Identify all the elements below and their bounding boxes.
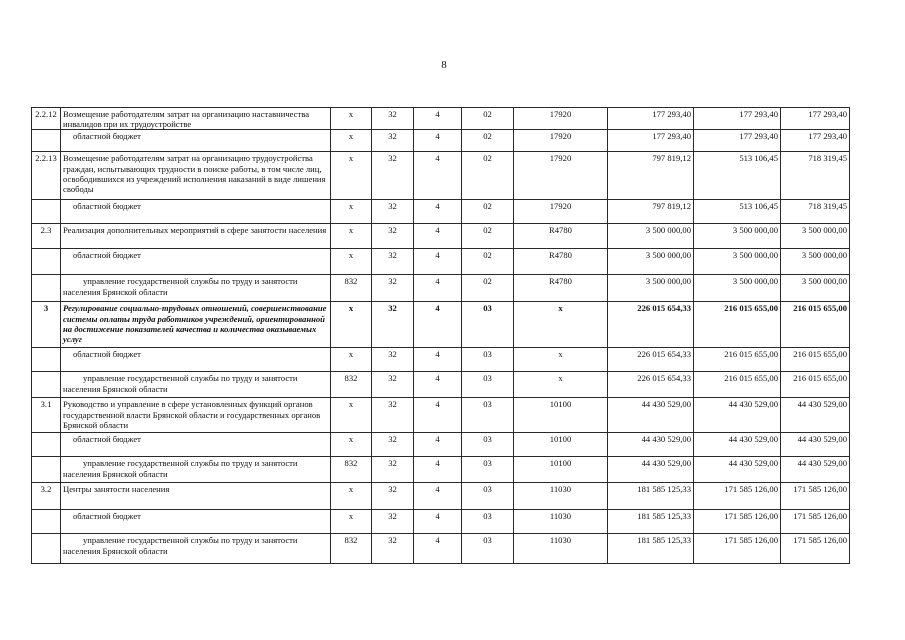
- main-event-code: 03: [462, 348, 514, 372]
- grbs-code: 832: [331, 275, 372, 302]
- program-code: 32: [372, 483, 414, 510]
- table-row: [32, 224, 850, 249]
- table-row: [32, 275, 850, 302]
- amount-year-3: 216 015 655,00: [781, 348, 850, 372]
- main-event-code: 02: [462, 130, 514, 152]
- main-event-code: 03: [462, 433, 514, 457]
- expense-direction-code: 17920: [514, 200, 608, 224]
- grbs-code: х: [331, 152, 372, 200]
- grbs-code: х: [331, 108, 372, 130]
- subprogram-code: 4: [414, 457, 462, 483]
- expense-direction-code: х: [514, 302, 608, 348]
- row-description: областной бюджет: [61, 348, 331, 372]
- row-number: [32, 249, 61, 275]
- amount-year-1: 226 015 654,33: [608, 372, 694, 398]
- subprogram-code: 4: [414, 108, 462, 130]
- amount-year-3: 216 015 655,00: [781, 372, 850, 398]
- program-code: 32: [372, 275, 414, 302]
- subprogram-code: 4: [414, 302, 462, 348]
- row-description: Возмещение работодателям затрат на организацию наставничества инвалидов при их трудоустройстве: [61, 108, 331, 130]
- grbs-code: х: [331, 348, 372, 372]
- amount-year-2: 513 106,45: [694, 152, 781, 200]
- expense-direction-code: 17920: [514, 152, 608, 200]
- amount-year-2: 171 585 126,00: [694, 534, 781, 564]
- expense-direction-code: 17920: [514, 108, 608, 130]
- amount-year-3: 718 319,45: [781, 200, 850, 224]
- subprogram-code: 4: [414, 398, 462, 433]
- amount-year-1: 3 500 000,00: [608, 249, 694, 275]
- amount-year-2: 177 293,40: [694, 108, 781, 130]
- amount-year-3: 3 500 000,00: [781, 275, 850, 302]
- amount-year-1: 44 430 529,00: [608, 433, 694, 457]
- amount-year-2: 44 430 529,00: [694, 457, 781, 483]
- main-event-code: 03: [462, 302, 514, 348]
- amount-year-1: 177 293,40: [608, 108, 694, 130]
- table-row: [32, 348, 850, 372]
- table-row: [32, 302, 850, 348]
- amount-year-1: 226 015 654,33: [608, 302, 694, 348]
- subprogram-code: 4: [414, 224, 462, 249]
- program-code: 32: [372, 200, 414, 224]
- amount-year-1: 226 015 654,33: [608, 348, 694, 372]
- program-code: 32: [372, 152, 414, 200]
- program-code: 32: [372, 249, 414, 275]
- amount-year-2: 3 500 000,00: [694, 224, 781, 249]
- row-description: областной бюджет: [61, 433, 331, 457]
- grbs-code: х: [331, 224, 372, 249]
- row-description: управление государственной службы по труду и занятости населения Брянской области: [61, 275, 331, 302]
- amount-year-3: 44 430 529,00: [781, 433, 850, 457]
- grbs-code: х: [331, 249, 372, 275]
- row-description: Руководство и управление в сфере установленных функций органов государственной власти Брянской области и государственных органов Брянской области: [61, 398, 331, 433]
- subprogram-code: 4: [414, 348, 462, 372]
- amount-year-2: 44 430 529,00: [694, 433, 781, 457]
- row-description: управление государственной службы по труду и занятости населения Брянской области: [61, 372, 331, 398]
- program-code: 32: [372, 398, 414, 433]
- row-description: областной бюджет: [61, 510, 331, 534]
- subprogram-code: 4: [414, 483, 462, 510]
- budget-table: [31, 107, 850, 564]
- table-row: [32, 108, 850, 130]
- program-code: 32: [372, 372, 414, 398]
- expense-direction-code: R4780: [514, 224, 608, 249]
- amount-year-3: 171 585 126,00: [781, 510, 850, 534]
- row-number: 3: [32, 302, 61, 348]
- grbs-code: х: [331, 510, 372, 534]
- amount-year-2: 177 293,40: [694, 130, 781, 152]
- main-event-code: 03: [462, 483, 514, 510]
- amount-year-1: 3 500 000,00: [608, 224, 694, 249]
- amount-year-3: 177 293,40: [781, 130, 850, 152]
- amount-year-2: 216 015 655,00: [694, 302, 781, 348]
- main-event-code: 03: [462, 534, 514, 564]
- subprogram-code: 4: [414, 130, 462, 152]
- amount-year-3: 171 585 126,00: [781, 483, 850, 510]
- amount-year-2: 3 500 000,00: [694, 249, 781, 275]
- subprogram-code: 4: [414, 534, 462, 564]
- row-number: [32, 372, 61, 398]
- amount-year-3: 44 430 529,00: [781, 457, 850, 483]
- row-description: Центры занятости населения: [61, 483, 331, 510]
- amount-year-2: 171 585 126,00: [694, 483, 781, 510]
- expense-direction-code: 17920: [514, 130, 608, 152]
- grbs-code: х: [331, 483, 372, 510]
- subprogram-code: 4: [414, 510, 462, 534]
- subprogram-code: 4: [414, 372, 462, 398]
- table-row: [32, 249, 850, 275]
- amount-year-1: 181 585 125,33: [608, 483, 694, 510]
- expense-direction-code: х: [514, 372, 608, 398]
- main-event-code: 03: [462, 372, 514, 398]
- program-code: 32: [372, 348, 414, 372]
- main-event-code: 02: [462, 275, 514, 302]
- amount-year-3: 718 319,45: [781, 152, 850, 200]
- row-number: 2.3: [32, 224, 61, 249]
- program-code: 32: [372, 433, 414, 457]
- row-number: 2.2.13: [32, 152, 61, 200]
- row-description: Возмещение работодателям затрат на организацию трудоустройства граждан, испытывающих трудности в поиске работы, в том числе лиц, освободившихся из учреждений исполнения наказаний в виде лишения свободы: [61, 152, 331, 200]
- table-row: [32, 200, 850, 224]
- row-description: областной бюджет: [61, 249, 331, 275]
- main-event-code: 03: [462, 457, 514, 483]
- row-number: [32, 534, 61, 564]
- expense-direction-code: 11030: [514, 510, 608, 534]
- row-description: управление государственной службы по труду и занятости населения Брянской области: [61, 457, 331, 483]
- subprogram-code: 4: [414, 433, 462, 457]
- main-event-code: 02: [462, 152, 514, 200]
- amount-year-1: 177 293,40: [608, 130, 694, 152]
- row-description: Реализация дополнительных мероприятий в сфере занятости населения: [61, 224, 331, 249]
- amount-year-2: 171 585 126,00: [694, 510, 781, 534]
- expense-direction-code: х: [514, 348, 608, 372]
- table-row: [32, 398, 850, 433]
- subprogram-code: 4: [414, 249, 462, 275]
- amount-year-2: 216 015 655,00: [694, 372, 781, 398]
- row-number: [32, 200, 61, 224]
- amount-year-1: 181 585 125,33: [608, 510, 694, 534]
- main-event-code: 03: [462, 398, 514, 433]
- grbs-code: 832: [331, 534, 372, 564]
- table-row: [32, 372, 850, 398]
- row-number: 3.1: [32, 398, 61, 433]
- grbs-code: х: [331, 200, 372, 224]
- row-number: [32, 433, 61, 457]
- amount-year-3: 3 500 000,00: [781, 249, 850, 275]
- grbs-code: 832: [331, 372, 372, 398]
- main-event-code: 02: [462, 108, 514, 130]
- amount-year-1: 44 430 529,00: [608, 398, 694, 433]
- amount-year-1: 797 819,12: [608, 200, 694, 224]
- amount-year-3: 3 500 000,00: [781, 224, 850, 249]
- subprogram-code: 4: [414, 275, 462, 302]
- table-row: [32, 510, 850, 534]
- table-row: [32, 152, 850, 200]
- table-row: [32, 433, 850, 457]
- program-code: 32: [372, 108, 414, 130]
- row-number: [32, 130, 61, 152]
- subprogram-code: 4: [414, 152, 462, 200]
- expense-direction-code: 11030: [514, 483, 608, 510]
- grbs-code: х: [331, 302, 372, 348]
- expense-direction-code: 10100: [514, 457, 608, 483]
- row-description: областной бюджет: [61, 130, 331, 152]
- grbs-code: х: [331, 130, 372, 152]
- main-event-code: 02: [462, 200, 514, 224]
- main-event-code: 02: [462, 224, 514, 249]
- subprogram-code: 4: [414, 200, 462, 224]
- table-row: [32, 457, 850, 483]
- expense-direction-code: 10100: [514, 398, 608, 433]
- amount-year-1: 797 819,12: [608, 152, 694, 200]
- row-number: [32, 275, 61, 302]
- row-number: 3.2: [32, 483, 61, 510]
- main-event-code: 03: [462, 510, 514, 534]
- row-description: Регулирование социально-трудовых отношений, совершенствование системы оплаты труда работников учреждений, ориентированной на достижение показателей качества и количества оказываемых услуг: [61, 302, 331, 348]
- program-code: 32: [372, 130, 414, 152]
- program-code: 32: [372, 457, 414, 483]
- page-number: 8: [441, 59, 447, 71]
- program-code: 32: [372, 224, 414, 249]
- amount-year-1: 3 500 000,00: [608, 275, 694, 302]
- grbs-code: х: [331, 433, 372, 457]
- amount-year-3: 177 293,40: [781, 108, 850, 130]
- amount-year-2: 513 106,45: [694, 200, 781, 224]
- amount-year-1: 181 585 125,33: [608, 534, 694, 564]
- amount-year-3: 44 430 529,00: [781, 398, 850, 433]
- program-code: 32: [372, 534, 414, 564]
- row-number: [32, 348, 61, 372]
- amount-year-3: 216 015 655,00: [781, 302, 850, 348]
- row-description: управление государственной службы по труду и занятости населения Брянской области: [61, 534, 331, 564]
- main-event-code: 02: [462, 249, 514, 275]
- row-number: 2.2.12: [32, 108, 61, 130]
- grbs-code: х: [331, 398, 372, 433]
- grbs-code: 832: [331, 457, 372, 483]
- amount-year-3: 171 585 126,00: [781, 534, 850, 564]
- table-row: [32, 483, 850, 510]
- expense-direction-code: 11030: [514, 534, 608, 564]
- expense-direction-code: 10100: [514, 433, 608, 457]
- amount-year-2: 44 430 529,00: [694, 398, 781, 433]
- expense-direction-code: R4780: [514, 275, 608, 302]
- table-row: [32, 130, 850, 152]
- row-description: областной бюджет: [61, 200, 331, 224]
- amount-year-2: 3 500 000,00: [694, 275, 781, 302]
- table-row: [32, 534, 850, 564]
- row-number: [32, 457, 61, 483]
- program-code: 32: [372, 510, 414, 534]
- program-code: 32: [372, 302, 414, 348]
- expense-direction-code: R4780: [514, 249, 608, 275]
- amount-year-1: 44 430 529,00: [608, 457, 694, 483]
- row-number: [32, 510, 61, 534]
- amount-year-2: 216 015 655,00: [694, 348, 781, 372]
